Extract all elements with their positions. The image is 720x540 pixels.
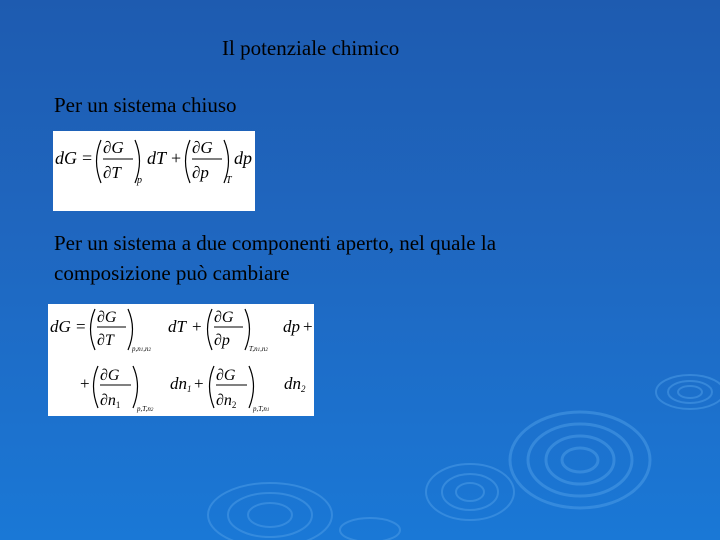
- svg-text:∂G: ∂G: [97, 309, 117, 326]
- svg-text:+: +: [194, 374, 204, 393]
- svg-text:∂p: ∂p: [192, 163, 209, 182]
- svg-text:=: =: [82, 148, 93, 168]
- open-system-line-2: composizione può cambiare: [54, 261, 290, 285]
- svg-text:+: +: [303, 317, 313, 336]
- svg-text:∂p: ∂p: [214, 332, 230, 349]
- svg-text:∂G: ∂G: [214, 309, 234, 326]
- svg-text:+: +: [192, 317, 202, 336]
- svg-text:+: +: [80, 374, 90, 393]
- svg-text:=: =: [76, 317, 86, 336]
- svg-text:∂G: ∂G: [100, 367, 120, 384]
- svg-text:p,T,n1: p,T,n1: [253, 405, 270, 413]
- open-system-description: [54, 228, 614, 288]
- closed-system-equation: [53, 131, 255, 211]
- svg-text:∂T: ∂T: [103, 163, 121, 182]
- svg-text:dp: dp: [283, 317, 300, 336]
- open-system-equation: [48, 304, 314, 416]
- slide-title: Il potenziale chimico: [222, 36, 400, 60]
- svg-text:∂n1: ∂n1: [100, 392, 121, 410]
- svg-text:T,n1,n2: T,n1,n2: [249, 345, 268, 353]
- svg-text:p: p: [137, 175, 142, 186]
- svg-text:dT: dT: [147, 148, 167, 168]
- svg-text:T: T: [226, 175, 232, 186]
- svg-text:∂n2: ∂n2: [216, 392, 237, 410]
- open-system-line-1: Per un sistema a due componenti aperto, nel quale la: [54, 231, 497, 255]
- svg-text:dn1: dn1: [170, 374, 192, 394]
- svg-text:dp: dp: [234, 148, 252, 168]
- svg-text:p,n1,n2: p,n1,n2: [132, 345, 151, 353]
- svg-text:∂T: ∂T: [97, 332, 114, 349]
- svg-text:∂G: ∂G: [192, 138, 213, 157]
- svg-text:p,T,n2: p,T,n2: [137, 405, 154, 413]
- svg-text:+: +: [171, 148, 182, 168]
- closed-system-heading: Per un sistema chiuso: [54, 93, 237, 117]
- svg-text:dG: dG: [55, 148, 77, 168]
- svg-text:∂G: ∂G: [216, 367, 236, 384]
- svg-text:dn2: dn2: [284, 374, 306, 394]
- svg-text:∂G: ∂G: [103, 138, 124, 157]
- svg-text:dT: dT: [168, 317, 186, 336]
- svg-text:dG: dG: [50, 317, 71, 336]
